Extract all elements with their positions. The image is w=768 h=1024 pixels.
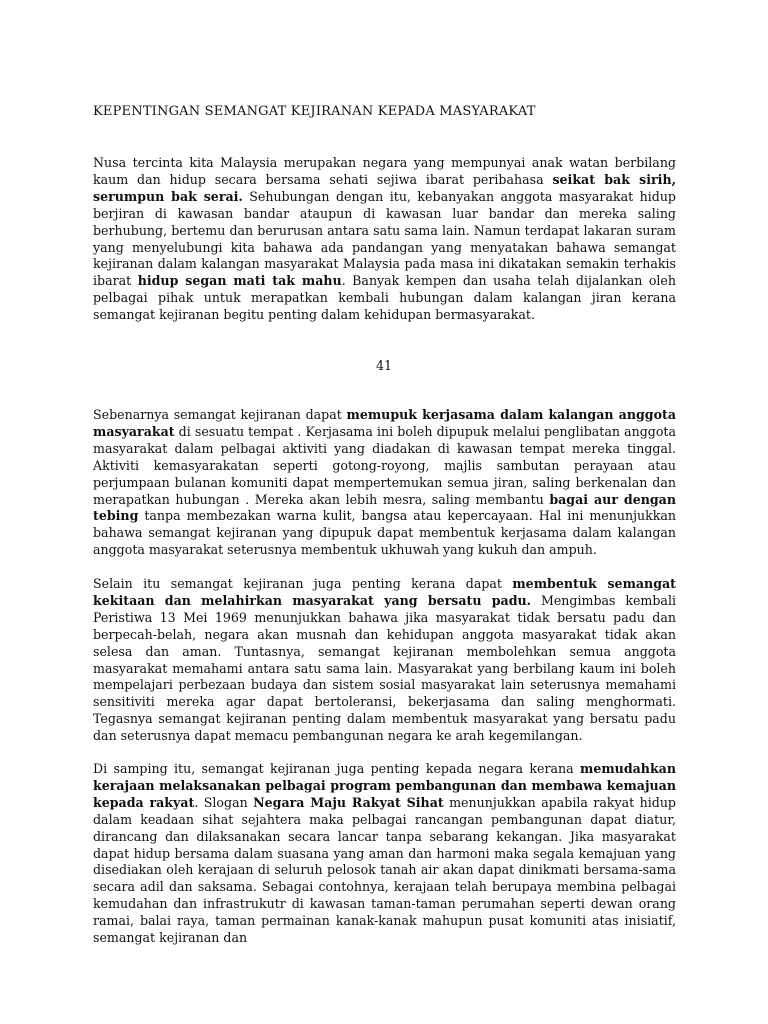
paragraph-3 <box>93 576 676 745</box>
bold-phrase: seikat bak sirih, serumpun bak serai. <box>93 171 676 204</box>
bold-phrase: memupuk kerjasama dalam kalangan anggota masyarakat <box>93 407 676 439</box>
text-run: tanpa membezakan warna kulit, bangsa atau kepercayaan. Hal ini menunjukkan bahawa semangat kejiranan yang dipupuk dapat membentuk kerjasama dalam kalangan anggota masyarakat seterusnya membentuk ukhuwah yang kukuh dan ampuh. <box>93 508 676 558</box>
text-run: . Slogan <box>194 794 254 810</box>
paragraph-1 <box>93 155 676 324</box>
text-run: Mengimbas kembali Peristiwa 13 Mei 1969 menunjukkan bahawa jika masyarakat tidak bersatu padu dan berpecah-belah, negara akan musnah dan kehidupan anggota masyarakat tidak akan selesa dan aman. Tuntasnya, semangat kejiranan membolehkan semua anggota masyarakat memahami antara satu sama lain. Masyarakat yang berbilang kaum ini boleh mempelajari perbezaan budaya dan sistem sosial masyarakat lain seterusnya memahami sensitiviti mereka agar dapat bertoleransi, bekerjasama dan saling menghormati. Tegasnya semangat kejiranan penting dalam membentuk masyarakat yang bersatu padu dan seterusnya dapat memacu pembangunan negara ke arah kegemilangan. <box>93 592 676 744</box>
text-run: . Banyak kempen dan usaha telah dijalankan oleh pelbagai pihak untuk merapatkan kembali hubungan dalam kalangan jiran kerana semangat kejiranan begitu penting dalam kehidupan bermasyarakat. <box>93 273 676 323</box>
text-run: Sebenarnya semangat kejiranan dapat <box>93 407 347 422</box>
bold-phrase: memudahkan kerajaan melaksanakan pelbagai program pembangunan dan membawa kemajuan kepada rakyat <box>93 761 676 810</box>
text-run: Selain itu semangat kejiranan juga penting kerana dapat <box>93 576 513 591</box>
text-run: Sehubungan dengan itu, kebanyakan anggota masyarakat hidup berjiran di kawasan bandar ataupun di kawasan luar bandar dan mereka saling berhubung, bertemu dan berurusan antara satu sama lain. Namun terdapat lakaran suram yang menyelubungi kita bahawa ada pandangan yang menyatakan bahawa semangat kejiranan dalam kalangan masyarakat Malaysia pada masa ini dikatakan semakin terhakis ibarat <box>93 188 676 289</box>
paragraph-4 <box>93 761 676 947</box>
text-run: Nusa tercinta kita Malaysia merupakan negara yang mempunyai anak watan berbilang kaum dan hidup secara bersama sehati sejiwa ibarat peribahasa <box>93 155 676 187</box>
bold-phrase: membentuk semangat kekitaan dan melahirkan masyarakat yang bersatu padu. <box>93 576 676 608</box>
paragraph-2 <box>93 407 676 559</box>
bold-phrase: bagai aur dengan tebing <box>93 491 676 524</box>
bold-phrase: hidup segan mati tak mahu <box>137 273 342 289</box>
text-run: di sesuatu tempat . Kerjasama ini boleh dipupuk melalui penglibatan anggota masyarakat dalam pelbagai aktiviti yang diadakan di kawasan tempat mereka tinggal. Aktiviti kemasyarakatan seperti gotong-royong, majlis sambutan perayaan atau perjumpaan bulanan komuniti dapat mempertemukan semua jiran, saling berkenalan dan merapatkan hubungan . Mereka akan lebih mesra, saling membantu <box>93 423 676 507</box>
bold-phrase: Negara Maju Rakyat Sihat <box>253 794 444 810</box>
text-run: Di samping itu, semangat kejiranan juga penting kepada negara kerana <box>93 761 581 776</box>
page-number: 41 <box>375 358 393 373</box>
text-run: menunjukkan apabila rakyat hidup dalam keadaan sihat sejahtera maka pelbagai rancangan pembangunan dapat diatur, dirancang dan dilaksanakan secara lancar tanpa sebarang kekangan. Jika masyarakat dapat hidup bersama dalam suasana yang aman dan harmoni maka segala kemajuan yang disediakan oleh kerajaan di seluruh pelosok tanah air akan dapat dinikmati bersama-sama secara adil dan saksama. Sebagai contohnya, kerajaan telah berupaya membina pelbagai kemudahan dan infrastrukutr di kawasan taman-taman perumahan seperti dewan orang ramai, balai raya, taman permainan kanak-kanak mahupun pusat komuniti atas inisiatif, semangat kejiranan dan <box>93 794 676 946</box>
document-title: KEPENTINGAN SEMANGAT KEJIRANAN KEPADA MASYARAKAT <box>93 104 536 119</box>
